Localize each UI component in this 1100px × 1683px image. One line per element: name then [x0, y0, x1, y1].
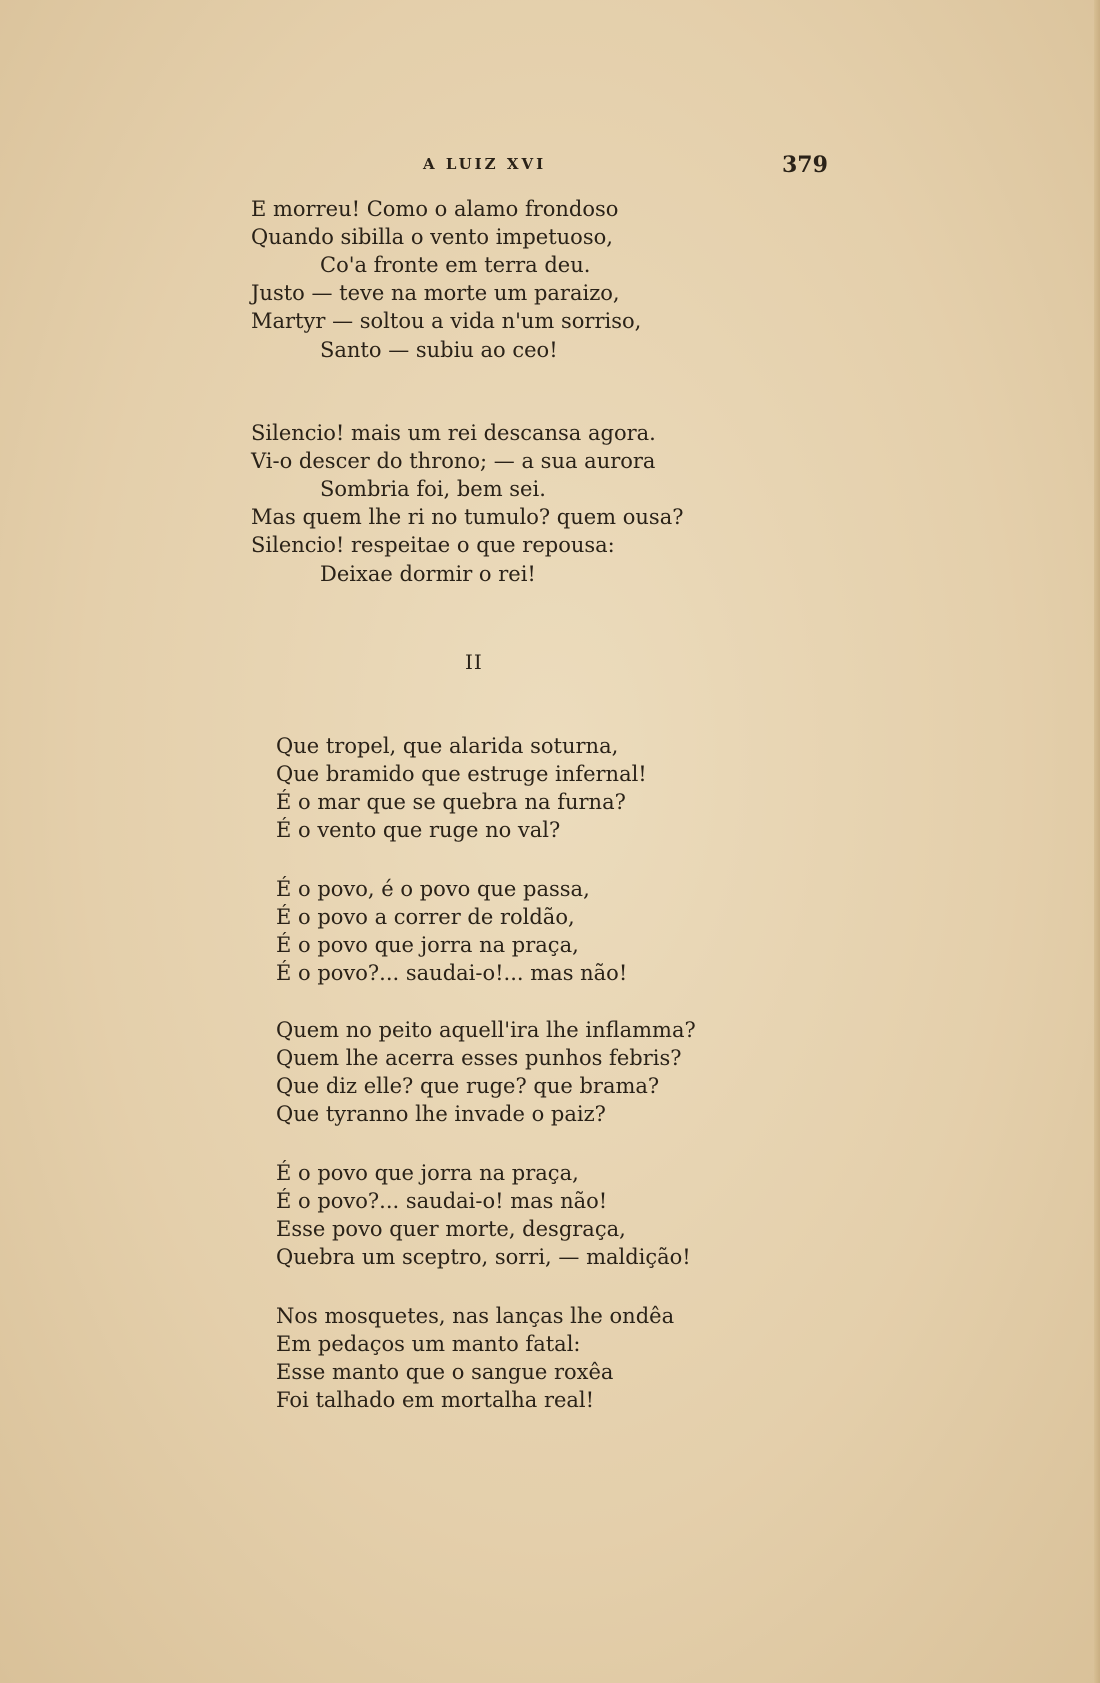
verse-line: É o povo a correr de roldão, [276, 905, 575, 929]
verse-line: É o povo que jorra na praça, [276, 933, 579, 957]
verse-line: É o povo que jorra na praça, [276, 1161, 579, 1185]
verse-line: É o vento que ruge no val? [276, 818, 561, 842]
verse-line: Santo — subiu ao ceo! [320, 338, 558, 362]
verse-line: É o mar que se quebra na furna? [276, 790, 626, 814]
verse-line: Que tropel, que alarida soturna, [276, 734, 619, 758]
verse-line: E morreu! Como o alamo frondoso [251, 197, 619, 221]
verse-line: Mas quem lhe ri no tumulo? quem ousa? [251, 505, 684, 529]
verse-line: Que diz elle? que ruge? que brama? [276, 1074, 660, 1098]
verse-line: Que tyranno lhe invade o paiz? [276, 1102, 606, 1126]
verse-line: É o povo?... saudai-o! mas não! [276, 1189, 608, 1213]
verse-line: Esse povo quer morte, desgraça, [276, 1217, 626, 1241]
verse-line: Silencio! respeitae o que repousa: [251, 533, 615, 557]
section-heading: II [465, 650, 483, 674]
verse-line: Justo — teve na morte um paraizo, [251, 281, 620, 305]
verse-line: Nos mosquetes, nas lanças lhe ondêa [276, 1304, 675, 1328]
verse-line: Vi-o descer do throno; — a sua aurora [251, 449, 656, 473]
verse-line: Deixae dormir o rei! [320, 562, 536, 586]
verse-line: Quem lhe acerra esses punhos febris? [276, 1046, 682, 1070]
verse-line: Quebra um sceptro, sorri, — maldição! [276, 1245, 691, 1269]
verse-line: Co'a fronte em terra deu. [320, 253, 591, 277]
verse-line: É o povo, é o povo que passa, [276, 877, 590, 901]
running-head: A LUIZ XVI [423, 155, 547, 173]
verse-line: Silencio! mais um rei descansa agora. [251, 421, 656, 445]
verse-line: Sombria foi, bem sei. [320, 477, 546, 501]
verse-line: Martyr — soltou a vida n'um sorriso, [251, 309, 642, 333]
verse-line: Quando sibilla o vento impetuoso, [251, 225, 613, 249]
verse-line: É o povo?... saudai-o!... mas não! [276, 961, 628, 985]
page-edge [1094, 0, 1100, 1683]
verse-line: Que bramido que estruge infernal! [276, 762, 647, 786]
verse-line: Quem no peito aquell'ira lhe inflamma? [276, 1018, 696, 1042]
verse-line: Esse manto que o sangue roxêa [276, 1360, 614, 1384]
verse-line: Foi talhado em mortalha real! [276, 1388, 595, 1412]
page-number: 379 [782, 152, 828, 178]
verse-line: Em pedaços um manto fatal: [276, 1332, 581, 1356]
